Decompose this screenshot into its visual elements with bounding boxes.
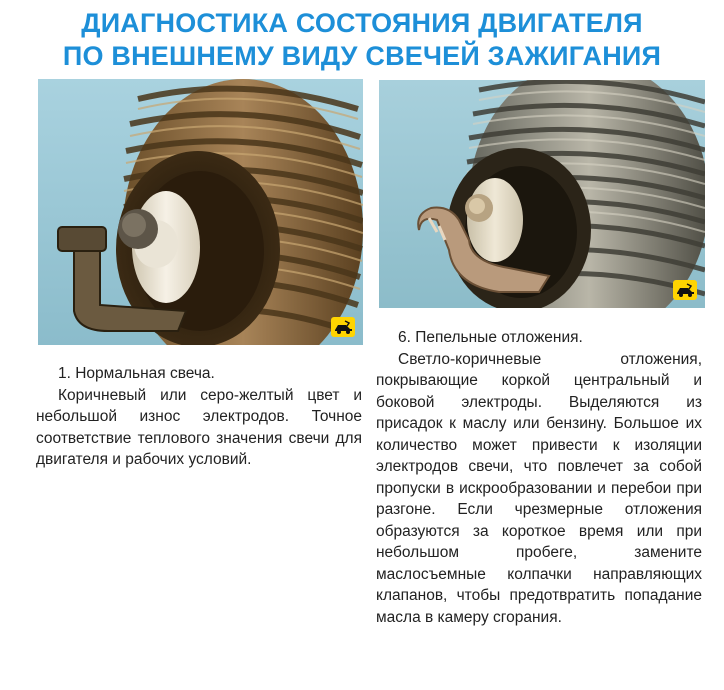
page-title-line-1: ДИАГНОСТИКА СОСТОЯНИЯ ДВИГАТЕЛЯ bbox=[81, 8, 643, 38]
car-service-icon bbox=[331, 317, 355, 337]
car-service-icon bbox=[673, 280, 697, 300]
ash-deposit-body: Светло-коричневые отложения, покрывающие коркой центральный и боковой электроды. Выделяются из присадок к маслу или бензину. Большое их количество может привести к изоляции электродов свечи, что повлечет за собой пропуски в искрообразовании и перебои при разгоне. Если чрезмерные отложения образуются за короткое время или при небольшом пробеге, замените маслосъемные колпачки направляющих клапанов, чтобы предотвратить попадание масла в камеру сгорания. bbox=[376, 350, 702, 626]
normal-spark-plug-photo bbox=[38, 79, 363, 345]
ash-deposit-heading: 6. Пепельные отложения. bbox=[398, 329, 583, 346]
normal-plug-description bbox=[36, 363, 362, 471]
normal-plug-body: Коричневый или серо-желтый цвет и небольшой износ электродов. Точное соответствие теплового значения свечи для двигателя и рабочих условий. bbox=[36, 386, 362, 468]
normal-plug-heading: 1. Нормальная свеча. bbox=[58, 365, 215, 382]
ash-deposit-spark-plug-photo bbox=[379, 80, 705, 308]
ash-deposit-description bbox=[376, 327, 702, 628]
page-title-line-2: ПО ВНЕШНЕМУ ВИДУ СВЕЧЕЙ ЗАЖИГАНИЯ bbox=[62, 41, 662, 71]
